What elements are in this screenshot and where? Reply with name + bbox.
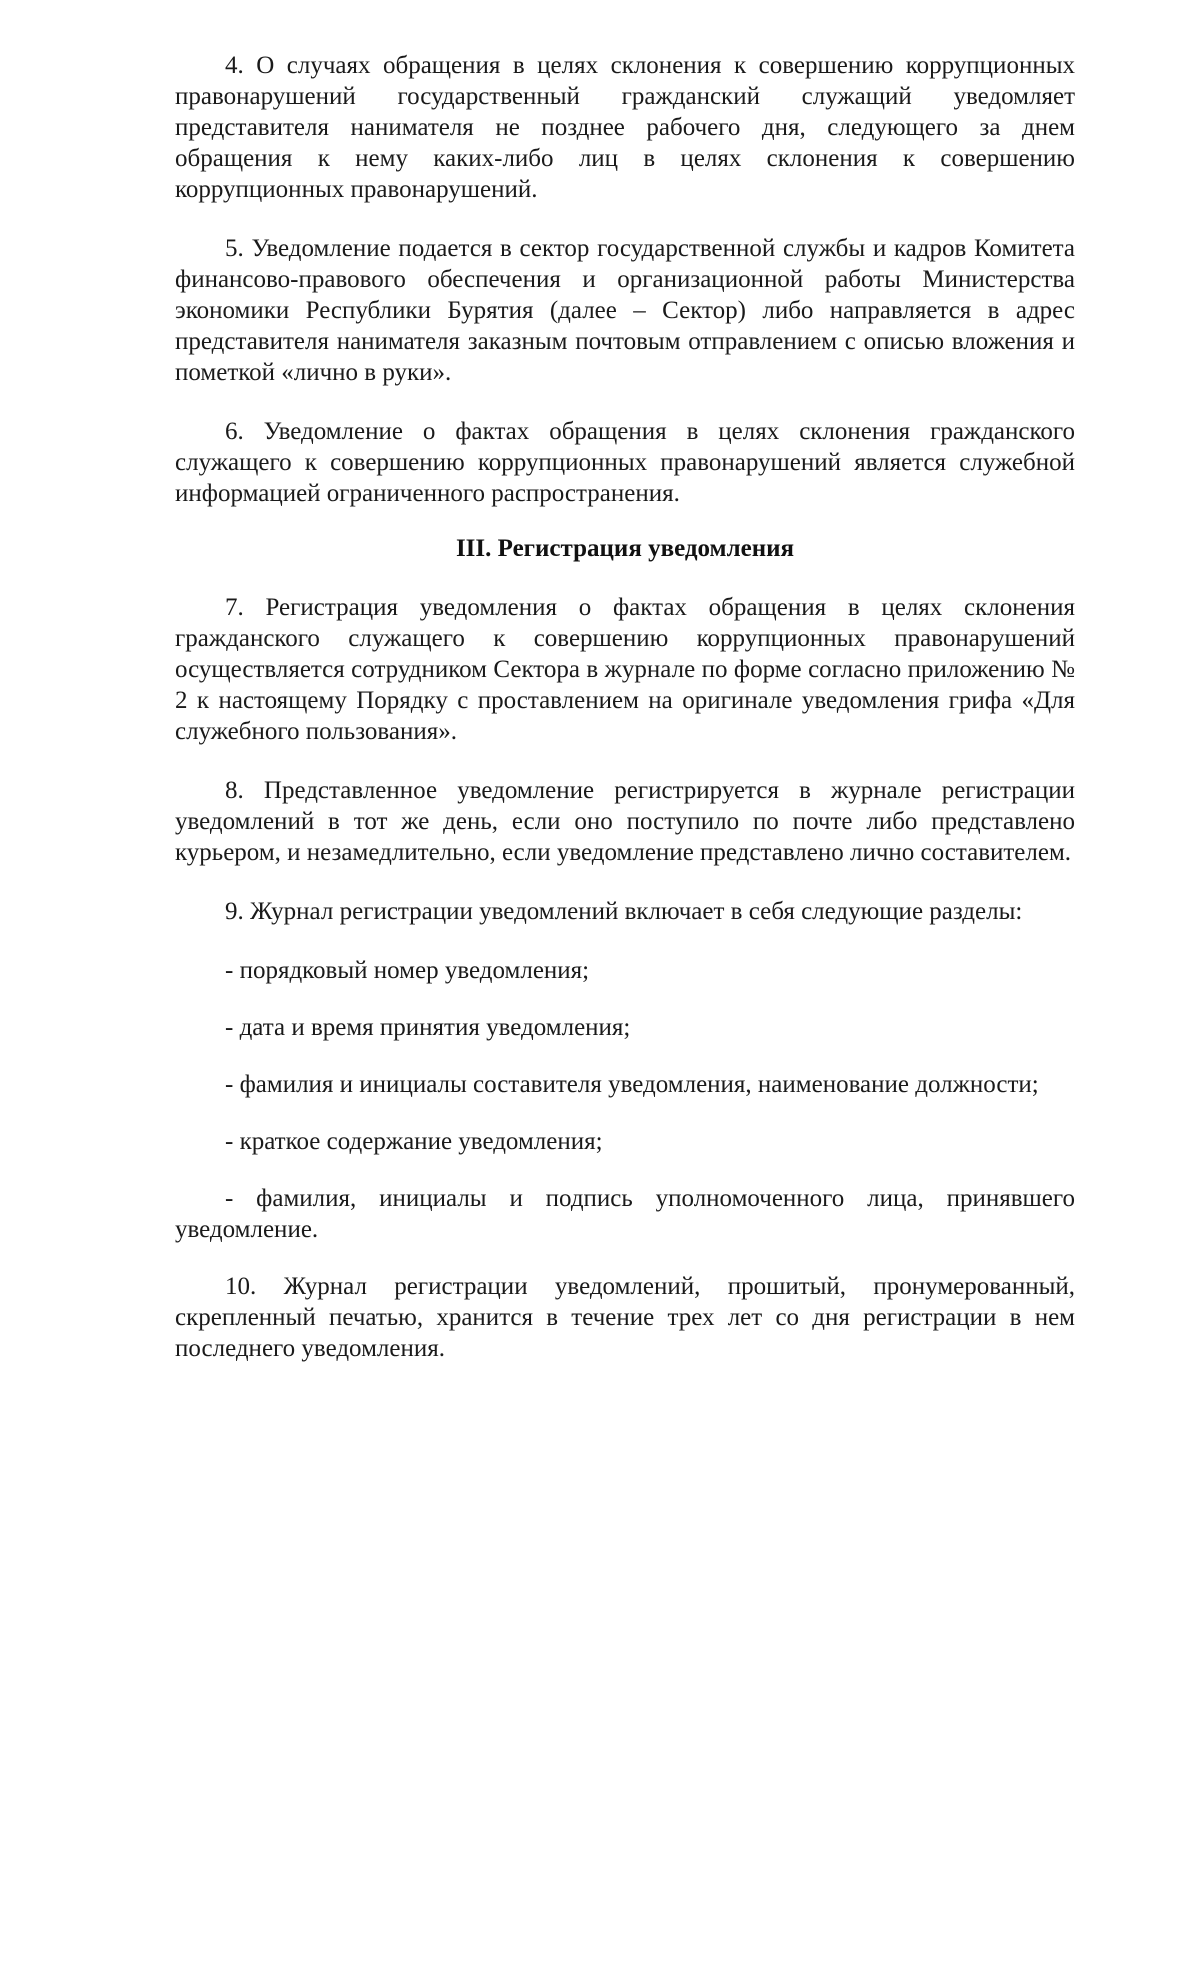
list-item-author: - фамилия и инициалы составителя уведомления, наименование должности; bbox=[225, 1071, 1039, 1098]
list-item-summary: - краткое содержание уведомления; bbox=[225, 1128, 603, 1155]
paragraph-7: 7. Регистрация уведомления о фактах обращения в целях склонения гражданского служащего к совершению коррупционных правонарушений осуществляется сотрудником Сектора в журнале по форме согласно приложению № 2 к настоящему Порядку с проставлением на оригинале уведомления грифа «Для служебного пользования». bbox=[175, 594, 1075, 745]
list-item-date-time: - дата и время принятия уведомления; bbox=[225, 1014, 631, 1041]
section-heading: III. Регистрация уведомления bbox=[455, 535, 795, 562]
paragraph-9: 9. Журнал регистрации уведомлений включает в себя следующие разделы: bbox=[225, 898, 1023, 925]
list-item-receiver: - фамилия, инициалы и подпись уполномоченного лица, принявшего уведомление. bbox=[175, 1185, 1075, 1243]
paragraph-10: 10. Журнал регистрации уведомлений, прошитый, пронумерованный, скрепленный печатью, хранится в течение трех лет со дня регистрации в нем последнего уведомления. bbox=[175, 1273, 1075, 1362]
list-item-order-number: - порядковый номер уведомления; bbox=[225, 957, 590, 984]
paragraph-4: 4. О случаях обращения в целях склонения к совершению коррупционных правонарушений государственный гражданский служащий уведомляет представителя нанимателя не позднее рабочего дня, следующего за днем обращения к нему каких-либо лиц в целях склонения к совершению коррупционных правонарушений. bbox=[175, 52, 1075, 203]
paragraph-5: 5. Уведомление подается в сектор государственной службы и кадров Комитета финансово-правового обеспечения и организационной работы Министерства экономики Республики Бурятия (далее – Сектор) либо направляется в адрес представителя нанимателя заказным почтовым отправлением с описью вложения и пометкой «лично в руки». bbox=[175, 235, 1075, 386]
paragraph-6: 6. Уведомление о фактах обращения в целях склонения гражданского служащего к совершению коррупционных правонарушений является служебной информацией ограниченного распространения. bbox=[175, 418, 1075, 507]
document-body bbox=[175, 50, 1075, 1392]
paragraph-8: 8. Представленное уведомление регистрируется в журнале регистрации уведомлений в тот же день, если оно поступило по почте либо представлено курьером, и незамедлительно, если уведомление представлено лично составителем. bbox=[175, 777, 1075, 866]
